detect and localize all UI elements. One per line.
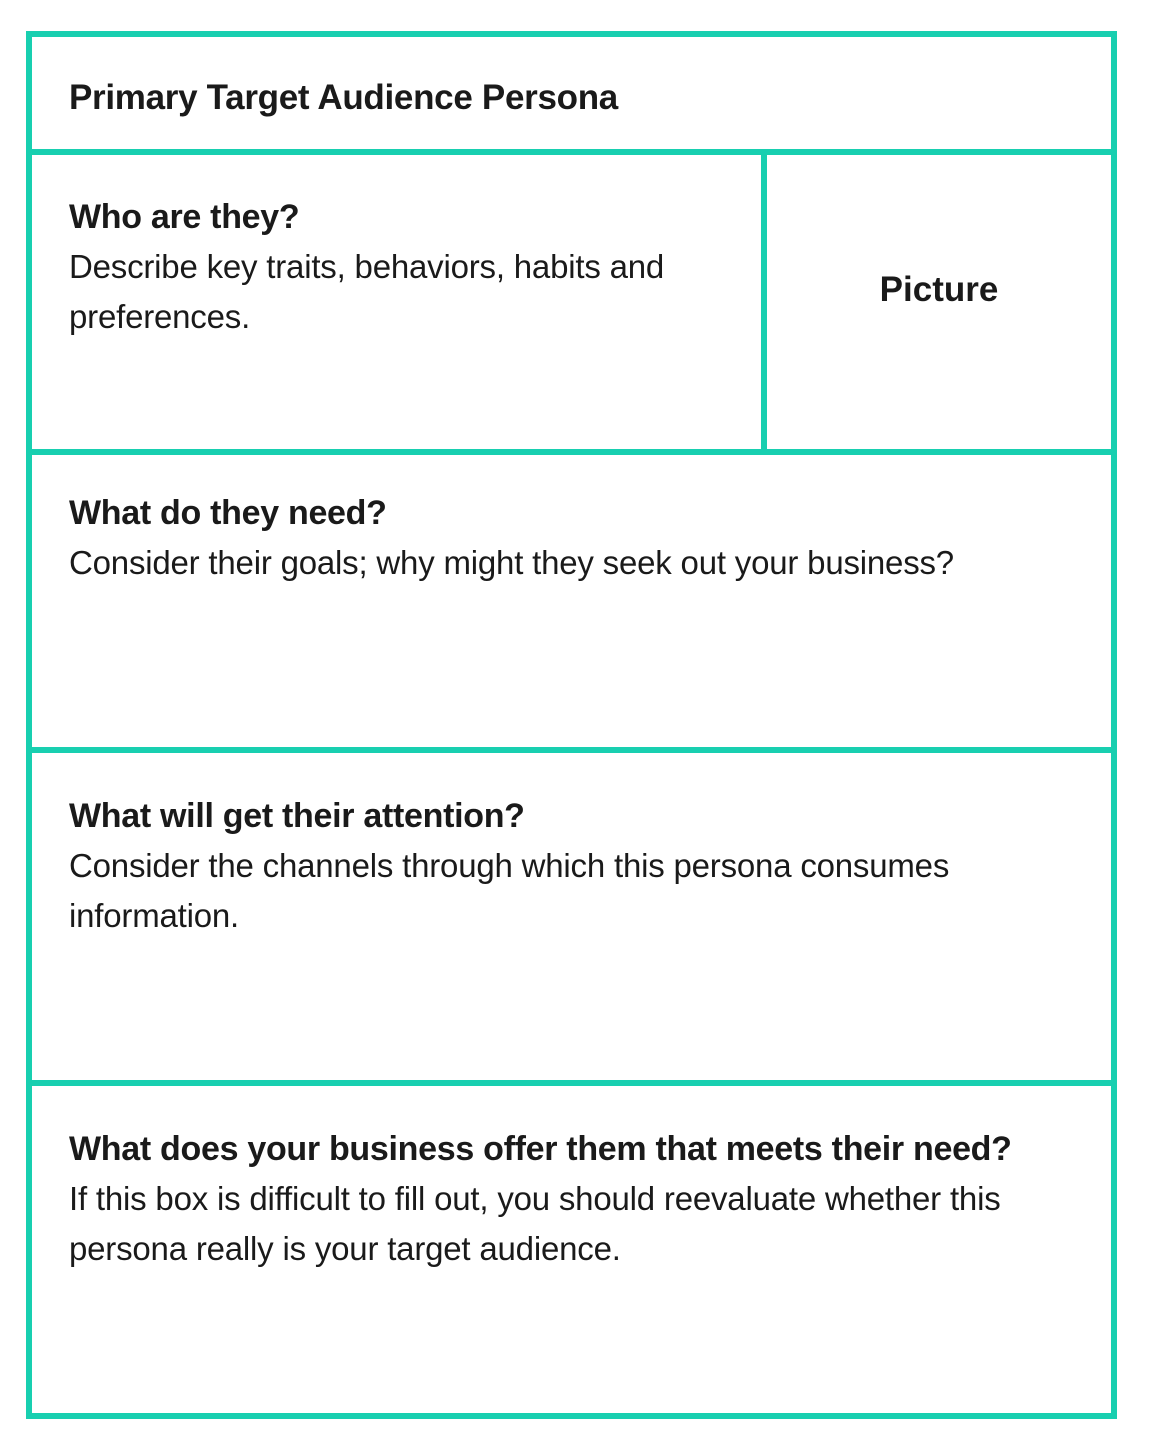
worksheet-title: Primary Target Audience Persona	[69, 78, 618, 117]
row-divider	[32, 1080, 1111, 1086]
title-divider	[32, 149, 1111, 155]
section-what-do-they-need[interactable]	[69, 488, 1089, 588]
section-heading: What will get their attention?	[69, 797, 525, 835]
section-heading: What do they need?	[69, 494, 387, 532]
section-who-are-they[interactable]	[69, 192, 739, 342]
picture-placeholder[interactable]: Picture	[879, 270, 999, 309]
section-description: Consider their goals; why might they seek out your business?	[69, 544, 954, 581]
persona-worksheet	[26, 31, 1117, 1419]
row-divider	[32, 747, 1111, 753]
section-description: Describe key traits, behaviors, habits and preferences.	[69, 248, 665, 335]
section-business-offer[interactable]	[69, 1124, 1079, 1274]
section-heading: Who are they?	[69, 198, 300, 236]
row-divider	[32, 449, 1111, 455]
section-description: Consider the channels through which this persona consumes information.	[69, 847, 950, 934]
section-description: If this box is difficult to fill out, you should reevaluate whether this persona really is your target audience.	[69, 1180, 1001, 1267]
section-heading: What does your business offer them that meets their need?	[69, 1130, 1012, 1168]
section-attention[interactable]	[69, 791, 1069, 941]
